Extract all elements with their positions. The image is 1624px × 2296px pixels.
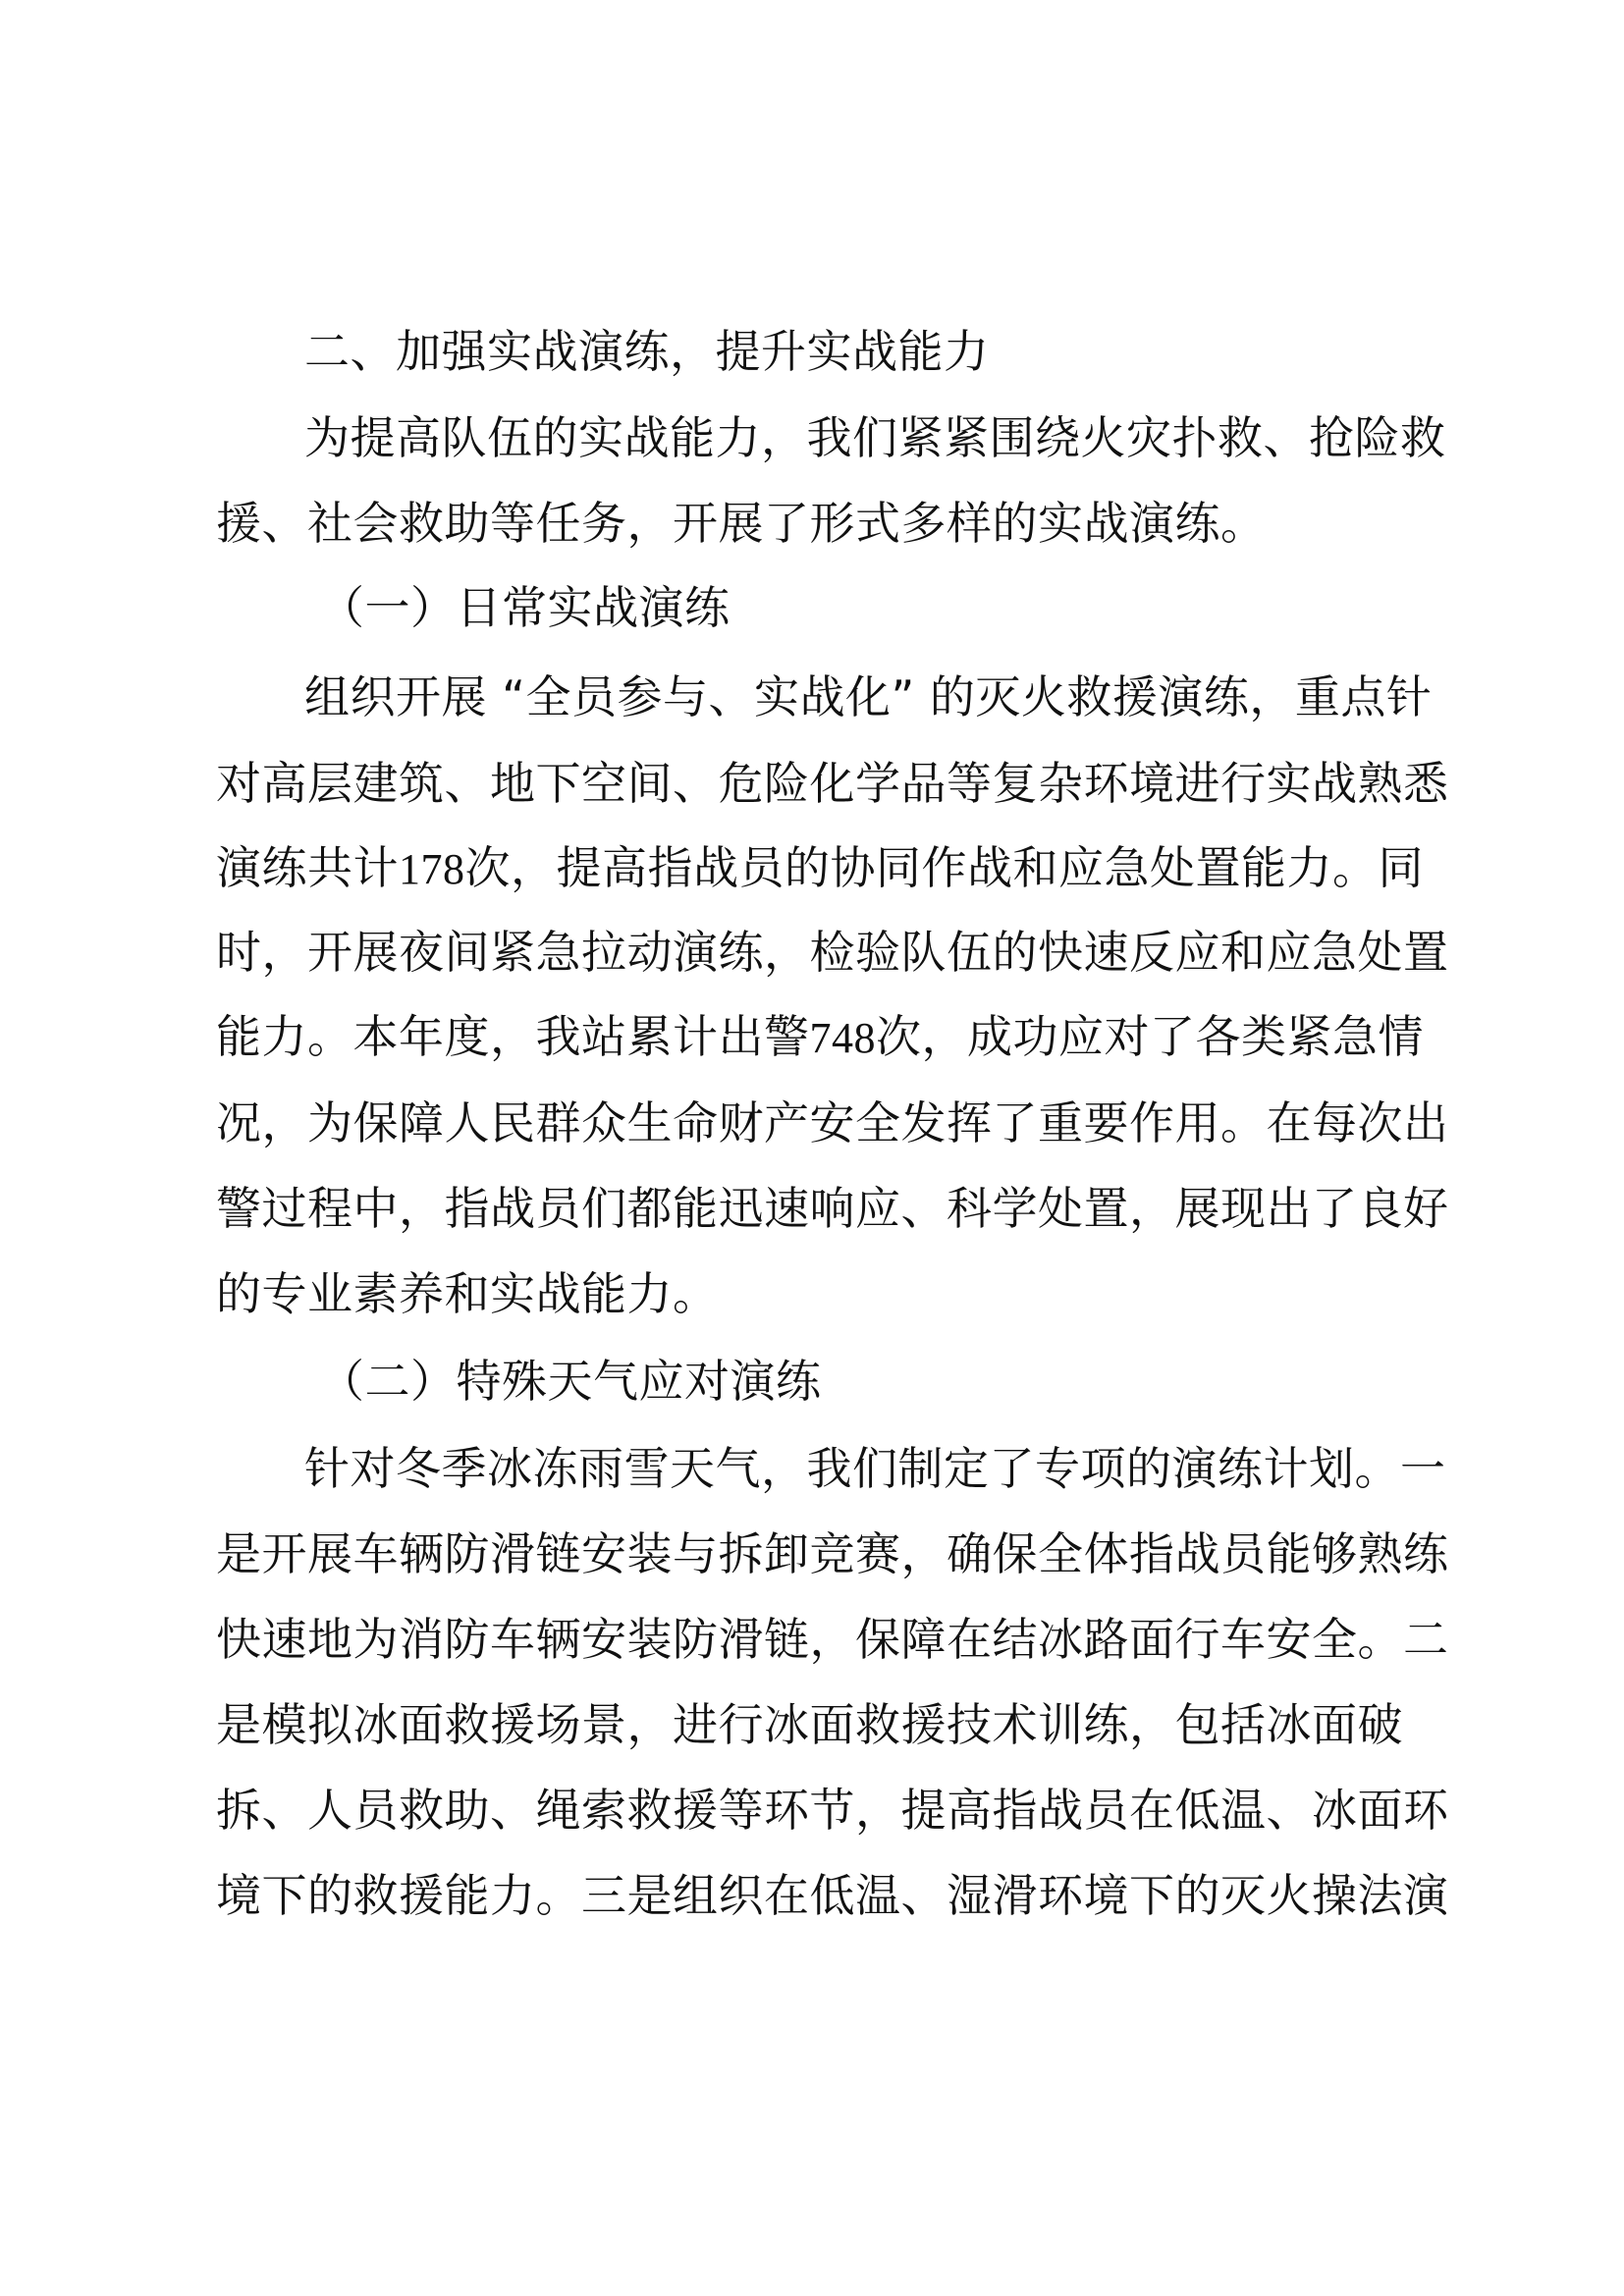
paragraph-line: 的专业素养和实战能力。 <box>216 1267 719 1320</box>
subsection-heading-1: （一）日常实战演练 <box>319 581 731 634</box>
line-text: 次，成功应对了各类紧急情 <box>876 1010 1424 1063</box>
paragraph-line: 为提高队伍的实战能力，我们紧紧围绕火灾扑救、抢险救 <box>304 411 1446 464</box>
subsection-heading-2: （二）特殊天气应对演练 <box>319 1355 822 1408</box>
paragraph-line: 拆、人员救助、绳索救援等环节，提高指战员在低温、冰面环 <box>216 1784 1449 1837</box>
paragraph-line: 况，为保障人民群众生命财产安全发挥了重要作用。在每次出 <box>216 1096 1449 1149</box>
paragraph-line: 时，开展夜间紧急拉动演练，检验队伍的快速反应和应急处置 <box>216 926 1449 979</box>
paragraph-line: 对高层建筑、地下空间、危险化学品等复杂环境进行实战熟悉 <box>216 757 1449 810</box>
paragraph-line <box>216 827 1434 909</box>
paragraph-line: 是模拟冰面救援场景，进行冰面救援技术训练，包括冰面破 <box>216 1698 1403 1751</box>
paragraph-line: 援、社会救助等任务，开展了形式多样的实战演练。 <box>216 497 1267 550</box>
paragraph-line: 是开展车辆防滑链安装与拆卸竞赛，确保全体指战员能够熟练 <box>216 1527 1449 1580</box>
line-text: 能力。本年度，我站累计出警 <box>216 1010 810 1063</box>
paragraph-line: 境下的救援能力。三是组织在低温、湿滑环境下的灭火操法演 <box>216 1869 1449 1922</box>
paragraph-line: 针对冬季冰冻雨雪天气，我们制定了专项的演练计划。一 <box>304 1442 1446 1495</box>
callout-count-value: 748 <box>809 1014 876 1062</box>
paragraph-line: 警过程中，指战员们都能迅速响应、科学处置，展现出了良好 <box>216 1182 1449 1235</box>
drill-count-value: 178 <box>399 845 465 893</box>
line-text: 演练共计 <box>216 841 399 894</box>
paragraph-line: 组织开展 “全员参与、实战化” 的灭火救援演练，重点针 <box>304 670 1433 723</box>
section-heading: 二、加强实战演练，提升实战能力 <box>304 325 990 378</box>
paragraph-line <box>216 995 1434 1078</box>
paragraph-line: 快速地为消防车辆安装防滑链，保障在结冰路面行车安全。二 <box>216 1613 1449 1666</box>
line-text: 次，提高指战员的协同作战和应急处置能力。同 <box>464 841 1424 894</box>
